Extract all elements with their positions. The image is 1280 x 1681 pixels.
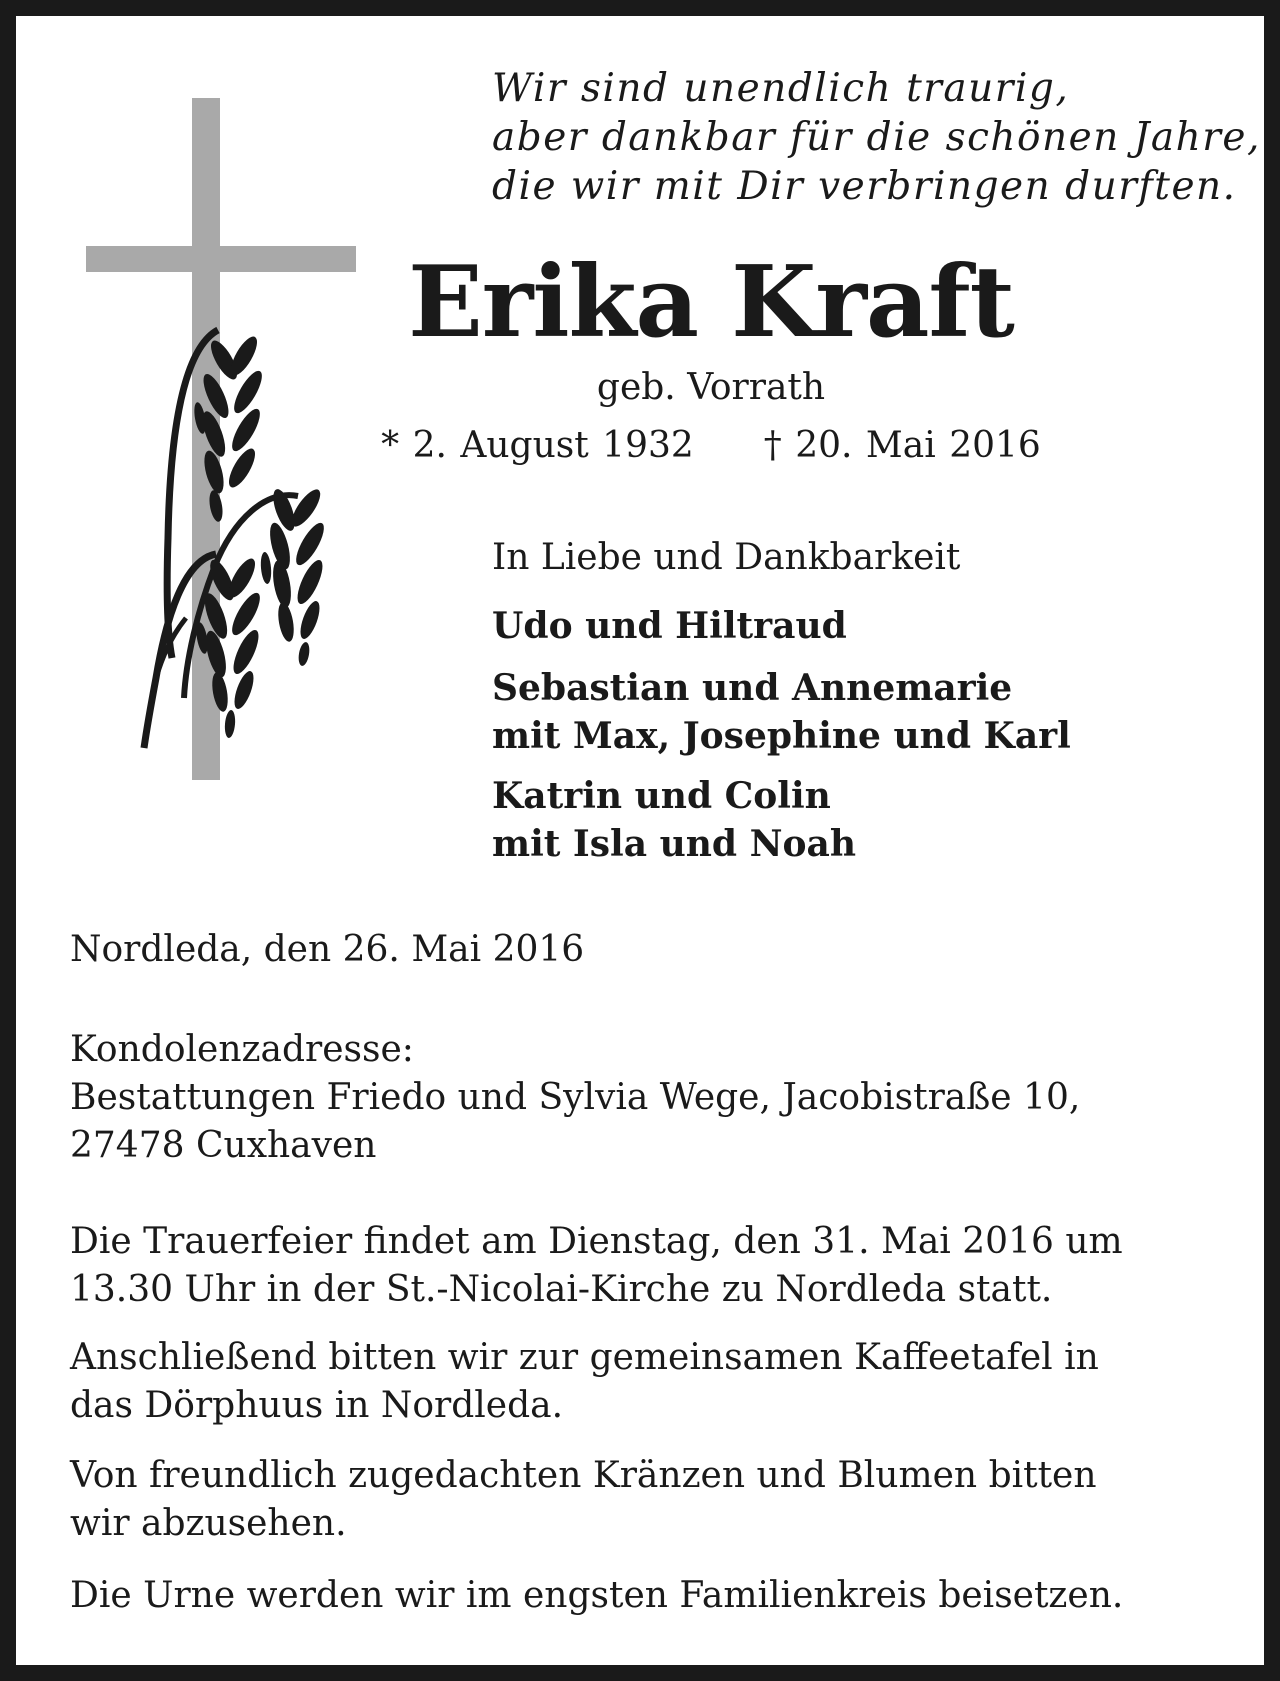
motto-line: Wir sind unendlich traurig, (492, 66, 1070, 111)
flowers-request (70, 1452, 1097, 1548)
mourners-intro: In Liebe und Dankbarkeit (492, 537, 961, 578)
place-and-date: Nordleda, den 26. Mai 2016 (70, 929, 585, 970)
reception-info (70, 1334, 1099, 1430)
condolence-line: Bestattungen Friedo und Sylvia Wege, Jacobistraße 10, (70, 1077, 1081, 1118)
obituary-notice (16, 16, 1264, 1665)
motto-line: die wir mit Dir verbringen durften. (492, 164, 1237, 209)
reception-line: Anschließend bitten wir zur gemeinsamen Kaffeetafel in (70, 1337, 1099, 1378)
birth-date: * 2. August 1932 (381, 425, 694, 466)
motto-line: aber dankbar für die schönen Jahre, (492, 115, 1261, 160)
condolence-line: 27478 Cuxhaven (70, 1125, 377, 1166)
mourner-line: mit Isla und Noah (492, 823, 857, 865)
urn-burial-info: Die Urne werden wir im engsten Familienkreis beisetzen. (70, 1575, 1124, 1616)
memorial-motto (492, 64, 1261, 211)
mourner-line: Udo und Hiltraud (492, 605, 847, 647)
birth-name: geb. Vorrath (596, 367, 826, 408)
funeral-service-info (70, 1218, 1123, 1314)
service-line: 13.30 Uhr in der St.-Nicolai-Kirche zu Nordleda statt. (70, 1269, 1053, 1310)
mourner-group (492, 602, 847, 650)
reception-line: das Dörphuus in Nordleda. (70, 1385, 564, 1426)
life-dates (16, 424, 1264, 468)
deceased-name: Erika Kraft (408, 245, 1014, 360)
death-date: † 20. Mai 2016 (763, 425, 1041, 466)
mourner-line: mit Max, Josephine und Karl (492, 715, 1071, 757)
mourner-line: Sebastian und Annemarie (492, 667, 1013, 709)
mourner-line: Katrin und Colin (492, 775, 831, 817)
condolence-address (70, 1026, 1080, 1170)
flowers-line: Von freundlich zugedachten Kränzen und Blumen bitten (70, 1455, 1097, 1496)
flowers-line: wir abzusehen. (70, 1503, 347, 1544)
mourner-group (492, 772, 856, 868)
condolence-label: Kondolenzadresse: (70, 1029, 414, 1070)
service-line: Die Trauerfeier findet am Dienstag, den 31. Mai 2016 um (70, 1221, 1123, 1262)
mourner-group (492, 664, 1071, 760)
